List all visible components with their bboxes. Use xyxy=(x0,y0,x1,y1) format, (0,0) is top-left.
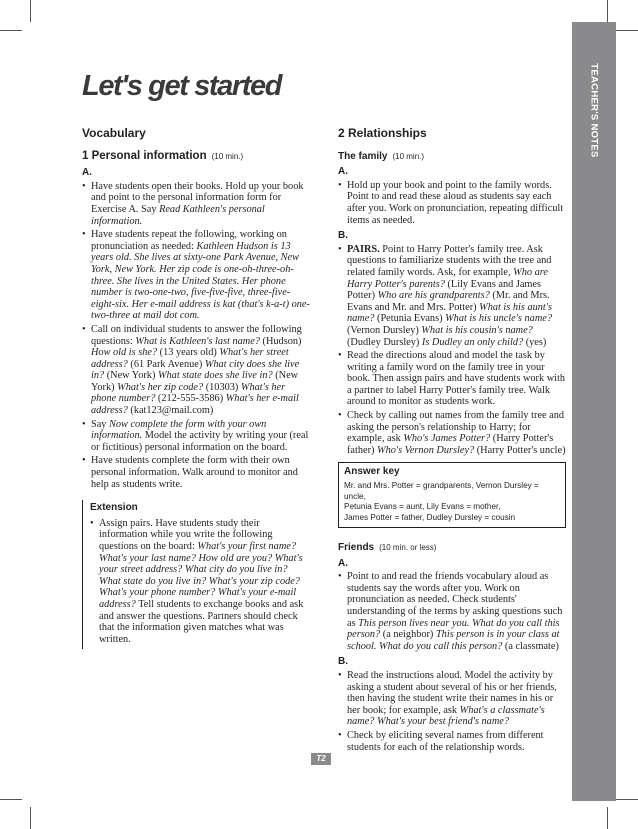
crop-mark xyxy=(0,30,22,31)
page-number: T2 xyxy=(311,753,331,765)
side-tab-label: TEACHER'S NOTES xyxy=(588,62,600,158)
list-item: • Have students open their books. Hold up your book and point to the personal information form for Exercise A. Say Read Kathleen's personal information. xyxy=(82,181,310,227)
crop-mark xyxy=(616,799,638,800)
vocabulary-heading: Vocabulary xyxy=(82,126,146,140)
list-item: • Have students repeat the following, working on pronunciation as needed: Kathleen Hudson is 13 years old. She lives at sixty-one Park Avenue, New York, New York. Her zip code is one-oh-three-oh-three. She lives in the United States. Her phone number is two-one-two, five-five-five, three-five-eight-six. Her e-mail address is kat (that's k-a-t) one-two-three at mail dot com. xyxy=(82,229,310,322)
answer-key-line: Mr. and Mrs. Potter = grandparents, Vernon Dursley = uncle, xyxy=(344,481,539,501)
answer-key-heading: Answer key xyxy=(344,466,400,478)
friends-step-b-label: B. xyxy=(338,656,348,668)
right-column xyxy=(338,128,566,755)
personal-info-a-list xyxy=(82,181,310,490)
list-item: • Point to and read the friends vocabulary aloud as students say the words after you. Work on pronunciation as needed. Check students' understanding of the terms by asking questions such as This person lives near you. What do you call this person? (a neighbor) This person is in your class at school. What do you call this person? (a classmate) xyxy=(338,571,566,652)
list-item: • Say Now complete the form with your own information. Model the activity by writing your (real or fictitious) personal information on the board. xyxy=(82,419,310,454)
crop-mark xyxy=(607,807,608,829)
friends-a-list xyxy=(338,571,566,652)
friends-heading: Friends (10 min. or less) xyxy=(338,542,437,554)
extension-list xyxy=(90,518,310,646)
list-item: • Check by eliciting several names from different students for each of the relationship words. xyxy=(338,730,566,753)
crop-mark xyxy=(607,0,608,22)
family-a-list xyxy=(338,180,566,226)
answer-key-line: James Potter = father, Dudley Dursley = cousin xyxy=(344,512,516,522)
extension-heading: Extension xyxy=(90,502,138,514)
list-item: • Call on individual students to answer the following questions: What is Kathleen's last name? (Hudson) How old is she? (13 years old) What's her street address? (61 Park Avenue) What city does she live in? (New York) What state does she live in? (New York) What's her zip code? (10303) What's her phone number? (212-555-3586) What's her e-mail address? (kat123@mail.com) xyxy=(82,324,310,417)
friends-b-list xyxy=(338,670,566,753)
answer-key-box xyxy=(338,462,566,528)
family-heading: The family (10 min.) xyxy=(338,150,425,162)
list-item: • Hold up your book and point to the family words. Point to and read these aloud as students say each after you. Work on pronunciation, repeating difficult items as needed. xyxy=(338,180,566,226)
crop-mark xyxy=(30,0,31,22)
crop-mark xyxy=(0,799,22,800)
relationships-heading: 2 Relationships xyxy=(338,126,427,140)
left-column xyxy=(82,128,310,649)
list-item: • Read the directions aloud and model the task by writing a family word on the family tree in your book. Then assign pairs and have students work with a partner to label Harry Potter's family tree. Walk around to monitor as students work. xyxy=(338,350,566,408)
page-title: Let's get started xyxy=(82,70,282,102)
step-a-label: A. xyxy=(82,167,92,179)
list-item: • Have students complete the form with their own personal information. Walk around to monitor and help as students write. xyxy=(82,455,310,490)
list-item: • Assign pairs. Have students study their information while you write the following questions on the board: What's your first name? What's your last name? How old are you? What's your street address? What city do you live in? What state do you live in? What's your zip code? What's your phone number? What's your e-mail address? Tell students to exchange books and ask and answer the questions. Partners should check that the information given matches what was written. xyxy=(90,518,310,646)
family-step-a-label: A. xyxy=(338,166,348,178)
extension-box xyxy=(82,500,310,649)
family-b-list xyxy=(338,244,566,457)
list-item: • Read the instructions aloud. Model the activity by asking a student about several of his or her friends, then having the student write their names in his or her book; for example, ask What's a classmate's name? What's your best friend's name? xyxy=(338,670,566,728)
crop-mark xyxy=(30,807,31,829)
list-item: • PAIRS. Point to Harry Potter's family tree. Ask questions to familiarize students with the tree and related family words. Ask, for example, Who are Harry Potter's parents? (Lily Evans and James Potter) Who are his grandparents? (Mr. and Mrs. Evans and Mr. and Mrs. Potter) What is his aunt's name? (Petunia Evans) What is his uncle's name? (Vernon Dursley) What is his cousin's name? (Dudley Dursley) Is Dudley an only child? (yes) xyxy=(338,244,566,348)
list-item: • Check by calling out names from the family tree and asking the person's relationship to Harry; for example, ask Who's James Potter? (Harry Potter's father) Who's Vernon Dursley? (Harry Potter's uncle) xyxy=(338,410,566,456)
family-step-b-label: B. xyxy=(338,230,348,242)
answer-key-line: Petunia Evans = aunt, Lily Evans = mother, xyxy=(344,502,501,512)
personal-information-heading: 1 Personal information (10 min.) xyxy=(82,149,244,162)
crop-mark xyxy=(616,30,638,31)
friends-step-a-label: A. xyxy=(338,557,348,569)
